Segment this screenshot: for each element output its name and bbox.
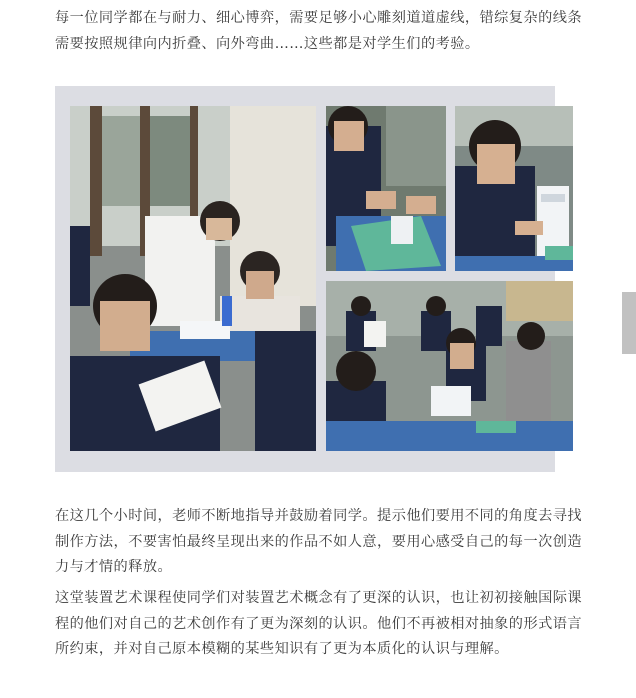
article-paragraph-1: 每一位同学都在与耐力、细心博弈，需要足够小心雕刻道道虚线，错综复杂的线条需要按照规律向内折叠、向外弯曲……这些都是对学生们的考验。 — [55, 10, 582, 52]
scrollbar-thumb[interactable] — [622, 292, 636, 354]
classroom-photo-top-right — [455, 106, 573, 271]
photo-collage — [55, 86, 555, 472]
article-paragraph-3: 这堂装置艺术课程使同学们对装置艺术概念有了更深的认识，也让初初接触国际课程的他们对自己的艺术创作有了更为深刻的认识。他们不再被相对抽象的形式语言所约束，并对自己原本模糊的某些知识有了更为本质化的认识与理解。 — [55, 590, 582, 658]
classroom-photo-top-middle — [326, 106, 446, 271]
classroom-photo-bottom — [326, 281, 573, 451]
classroom-photo-large — [70, 106, 316, 451]
article-paragraph-2: 在这几个小时间，老师不断地指导并鼓励着同学。提示他们要用不同的角度去寻找制作方法，不要害怕最终呈现出来的作品不如人意，要用心感受自己的每一次创造力与才情的释放。 — [55, 508, 582, 576]
